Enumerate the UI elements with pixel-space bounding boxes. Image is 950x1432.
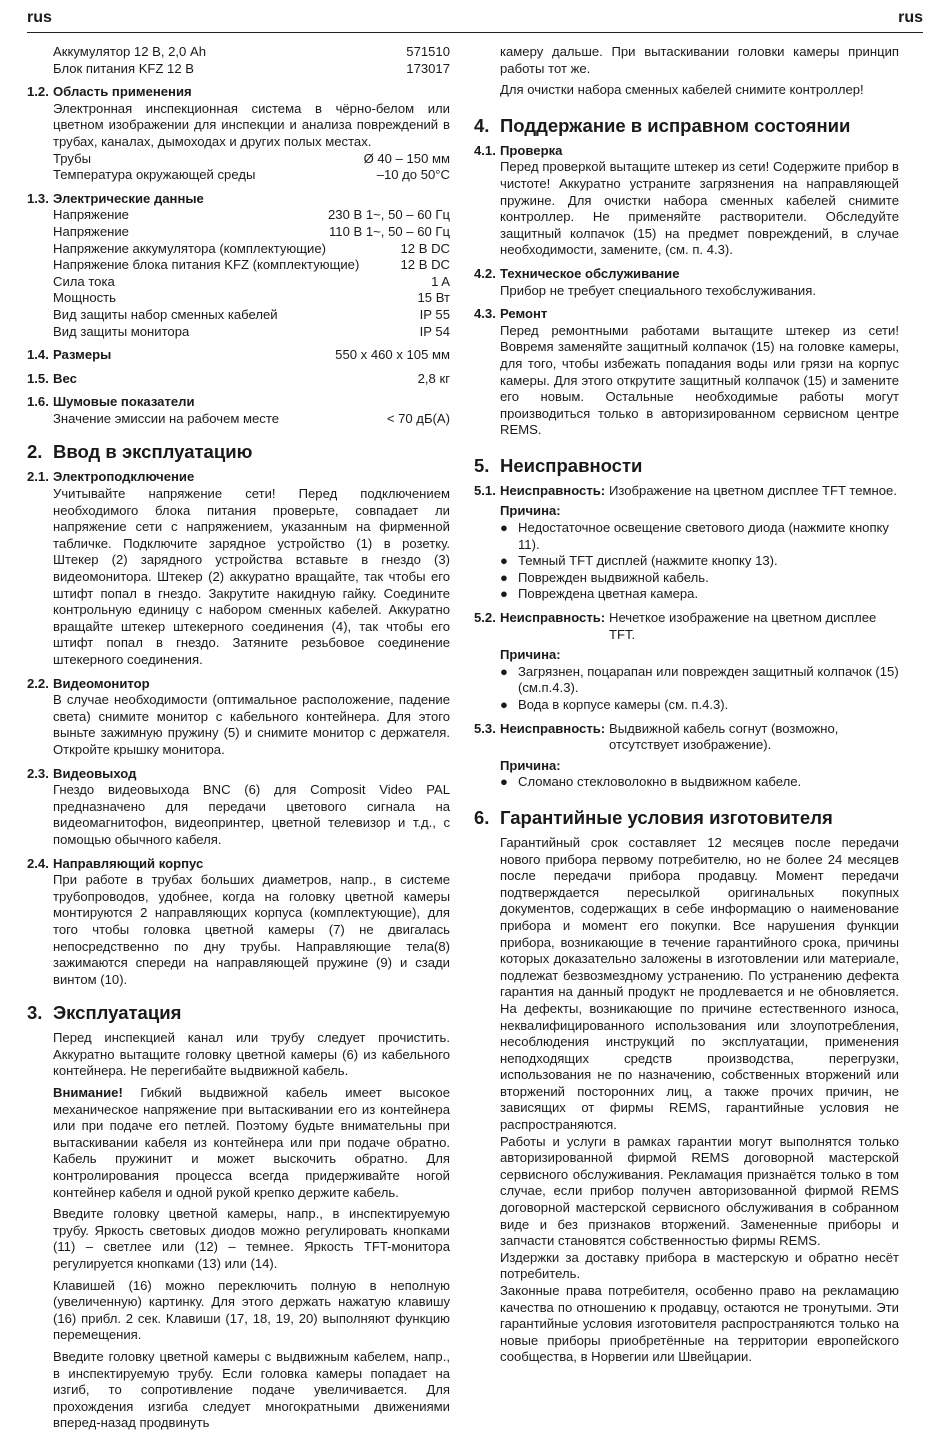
accessory-row — [53, 44, 450, 61]
warning-label: Внимание! — [53, 1085, 123, 1101]
paragraph: Клавишей (16) можно переключить полную в неполную (увеличенную) картинку. Для этого держать нажатую клавишу (16) прибл. 2 сек. Клавиши (17, 18, 19, 20) выполняют функцию перемещения. — [53, 1277, 450, 1343]
section-heading-1-3: 1.3. Электрические данные — [27, 190, 204, 206]
section-heading-1-6: 1.6. Шумовые показатели — [27, 394, 195, 410]
section-heading-2-1: 2.1. Электроподключение — [27, 469, 195, 485]
section-heading-5: 5. Неисправности — [474, 454, 643, 476]
section-heading-2-3: 2.3. Видеовыход — [27, 765, 137, 781]
cause-label: Причина: — [500, 647, 561, 663]
list-item: ● Вода в корпусе камеры (см. п.4.3). — [500, 697, 729, 712]
section-1-3-body — [27, 207, 450, 340]
fault-row: 5.1. Неисправность: Изображение на цветном дисплее TFT темное. — [474, 482, 897, 498]
spec-row: Температура окружающей среды –10 до 50°C — [53, 167, 450, 183]
list-item: ● Поврежден выдвижной кабель. — [500, 569, 709, 585]
bullet-icon: ● — [500, 774, 508, 790]
spec-row: Напряжение аккумулятора (комплектующие) 12 В DC — [53, 240, 450, 256]
paragraph: Гарантийный срок составляет 12 месяцев после передачи нового прибора первому потребителю, но не более 24 месяцев после передачи прибора продавцу. Момент передачи подтверждается пересылкой оригинальных покупных документов, содержащих в себе информацию о наименование прибора и момент его покупки. Все нарушения функции прибора, возникающие в течение гарантийного срока, причины которых доказательно заложены в изготовлении или материале, подлежат безвозмездному устранению. По устранению дефекта гарантия на данный продукт не продлевается и не обновляется. На дефекты, возникающие по причине естественного износа, неквалифицированного использования или злоупотребления, несоблюдения инструкций по эксплуатации, применения неподходящих средств производства, перегрузки, использования не по назначению, собственных вторжений или вторжений посторонних лиц, а также прочих причин, не зависящих от фирмы REMS, гарантийные условия не распространяются. — [500, 834, 899, 1133]
paragraph: Издержки за доставку прибора в мастерскую и обратно несёт потребитель. — [500, 1249, 899, 1282]
paragraph: Учитывайте напряжение сети! Перед подключением необходимого блока питания проверьте, совпадает ли напряжение сети с напряжением, указанным на фирменной табличке. Подключите зарядное устройство (1) в розетку. Штекер (2) зарядного устройства вставьте в гнездо (3) видеомонитора. Штекер (2) аккуратно вращайте, так чтобы его штифт попал в гнездо. Закрутите накидную гайку. Соедините контрольную единицу с набором сменных кабелей. Аккуратно вращайте штекер штекерного соединения (4), так чтобы его штифт попал в гнездо. Затяните резьбовое соединение штекерного соединения. — [53, 486, 450, 667]
page-header — [27, 10, 923, 33]
list-item: ● Сломано стекловолокно в выдвижном кабеле. — [500, 774, 802, 790]
accessory-code: 571510 — [406, 44, 450, 59]
left-column — [27, 44, 450, 1432]
accessory-name: Блок питания KFZ 12 В — [53, 60, 194, 76]
language-label-left: rus — [27, 9, 52, 26]
fault-row: 5.2. Неисправность: Нечеткое изображение на цветном дисплее TFT. — [474, 610, 877, 642]
spec-row: Значение эмиссии на рабочем месте < 70 дБ(A) — [53, 410, 450, 426]
section-heading-2: 2. Ввод в эксплуатацию — [27, 441, 253, 463]
accessory-name: Аккумулятор 12 В, 2,0 Ah — [53, 44, 206, 59]
warning-paragraph: Внимание! Гибкий выдвижной кабель имеет высокое механическое напряжение при вытаскивании его из контейнера или при подаче его петлей. Поэтому будьте внимательны при вытаскивании кабеля из контейнера или при подаче обратно. Кабель пружинит и может выскочить обратно. Для контролирования процесса всегда придерживайте ногой контейнер кабеля и одной рукой крепко держите кабель. — [53, 1085, 450, 1200]
paragraph: Прибор не требует специального техобслуживания. — [500, 282, 816, 298]
spec-row: Напряжение 230 В 1~, 50 – 60 Гц — [53, 207, 450, 223]
section-heading-6: 6. Гарантийные условия изготовителя — [474, 806, 833, 828]
paragraph: Перед ремонтными работами вытащите штекер из сети! Вовремя заменяйте защитный колпачок (15) на головке камеры, для того, чтобы избежать попадания воды или грязи на корпус камеры. Для этого открутите защитный колпачок (15) и замените его новым. Остальные необходимые работы могут производиться только в авторизированном сервисном центре REMS. — [500, 322, 899, 438]
section-heading-4: 4. Поддержание в исправном состоянии — [474, 114, 851, 136]
list-item: ● Темный TFT дисплей (нажмите кнопку 13). — [500, 553, 778, 569]
section-1-5: 1.5. Вес 2,8 кг — [27, 370, 450, 386]
section-heading-3: 3. Эксплуатация — [27, 1002, 182, 1024]
spec-row: Напряжение 110 В 1~, 50 – 60 Гц — [53, 223, 450, 239]
spec-row: Трубы Ø 40 – 150 мм — [53, 150, 450, 166]
paragraph: Электронная инспекционная система в чёрно-белом или цветном изображении для инспекции и анализа повреждений в трубах, каналах, дымоходах и других полых местах. — [53, 100, 450, 149]
section-heading-2-4: 2.4. Направляющий корпус — [27, 855, 204, 871]
accessory-row — [53, 61, 450, 78]
right-column — [474, 44, 899, 1366]
bullet-icon: ● — [500, 697, 508, 712]
paragraph: Законные права потребителя, особенно право на рекламацию качества по отношению к продавцу, остаются не тронутыми. Эти гарантийные условия изготовителя распространяются только на новые приборы приобретённые на территории европейского сообщества, в Норвегии или Швейцарии. — [500, 1283, 899, 1365]
spec-row: Вид защиты монитора IP 54 — [53, 323, 450, 339]
paragraph: Введите головку цветной камеры с выдвижным кабелем, напр., в инспектируемую трубу. Если головка камеры попадает на изгиб, то сопротивление подаче увеличивается. Для прохождения изгиба следует многократными движениями вперед-назад продвинуть — [53, 1348, 450, 1431]
bullet-icon: ● — [500, 569, 508, 585]
accessories-list — [27, 44, 450, 77]
section-heading-4-2: 4.2. Техническое обслуживание — [474, 265, 680, 281]
paragraph: Для очистки набора сменных кабелей снимите контроллер! — [500, 82, 864, 98]
accessory-code: 173017 — [406, 60, 450, 76]
bullet-icon: ● — [500, 586, 508, 602]
bullet-icon: ● — [500, 520, 508, 536]
language-label-right: rus — [898, 9, 923, 26]
paragraph: В случае необходимости (оптимальное расположение, падение света) снимите монитор с кабельного контейнера. Для этого выньте зажимную пружину (5) и снимите монитор с держателя. Откройте крышку монитора. — [53, 692, 450, 757]
cause-label: Причина: — [500, 503, 561, 519]
fault-row: 5.3. Неисправность: Выдвижной кабель согнут (возможно, отсутствует изображение). — [474, 720, 839, 753]
paragraph: Перед инспекцией канал или трубу следует прочистить. Аккуратно вытащите головку цветной камеры (6) из кабельного контейнера. Не перегибайте выдвижной кабель. — [53, 1030, 450, 1079]
cause-label: Причина: — [500, 757, 561, 773]
bullet-icon: ● — [500, 553, 508, 569]
section-heading-1-2: 1.2. Область применения — [27, 84, 192, 100]
paragraph: камеру дальше. При вытаскивании головки камеры принцип работы тот же. — [500, 44, 899, 76]
section-heading-4-1: 4.1. Проверка — [474, 142, 563, 158]
bullet-icon: ● — [500, 663, 508, 679]
spec-row: Мощность 15 Вт — [53, 290, 450, 306]
list-item: ● Недостаточное освещение светового диода (нажмите кнопку 11). — [500, 520, 889, 552]
section-1-2-body — [27, 101, 450, 184]
paragraph: Перед проверкой вытащите штекер из сети! Содержите прибор в чистоте! Аккуратно устраните загрязнения на направляющей пружине. Для очистки набора сменных кабелей снимите контроллер. Не применяйте растворители. Обследуйте защитный колпачок (15) на предмет повреждений, в случае необходимости, замените, (см. п. 4.3). — [500, 159, 899, 258]
section-heading-2-2: 2.2. Видеомонитор — [27, 675, 150, 691]
paragraph: Введите головку цветной камеры, напр., в инспектируемую трубу. Яркость световых диодов можно регулировать кнопками (11) – светлее или (12) – темнее. Яркость TFT-монитора регулируется кнопками (13) или (14). — [53, 1206, 450, 1271]
section-1-4: 1.4. Размеры 550 x 460 x 105 мм — [27, 347, 450, 363]
spec-row: Вид защиты набор сменных кабелей IP 55 — [53, 306, 450, 322]
spec-row: Напряжение блока питания KFZ (комплектующие) 12 В DC — [53, 257, 450, 273]
paragraph: При работе в трубах больших диаметров, напр., в системе трубопроводов, удобнее, когда на головку цветной камеры монтируются 2 направляющих корпуса (комплектующие), для того чтобы головка цветной камеры (7) не двигалась непосредственно по дну трубы. Направляющие тела(8) зажимаются спереди на направляющей пружине (9) и сзади винтом (10). — [53, 872, 450, 987]
list-item: ● Загрязнен, поцарапан или поврежден защитный колпачок (15) (см.п.4.3). — [500, 663, 899, 696]
spec-row: Сила тока 1 A — [53, 273, 450, 289]
section-heading-4-3: 4.3. Ремонт — [474, 306, 548, 322]
paragraph: Гнездо видеовыхода BNC (6) для Composit Video PAL предназначено для передачи цветового сигнала на видеомагнитофон, видеопринтер, цветной телевизор и т.д., с помощью обычного кабеля. — [53, 782, 450, 847]
paragraph: Работы и услуги в рамках гарантии могут выполнятся только авторизированной фирмой REMS договорной мастерской сервисного обслуживания. Рекламация признаётся только в том случае, если прибор получен авторизованной фирмой REMS договорной мастерской сервисного обслуживания в собранном виде и без признаков вторжений. Замененные приборы и запчасти становятся собственностью фирмы REMS. — [500, 1133, 899, 1249]
list-item: ● Повреждена цветная камера. — [500, 586, 699, 602]
